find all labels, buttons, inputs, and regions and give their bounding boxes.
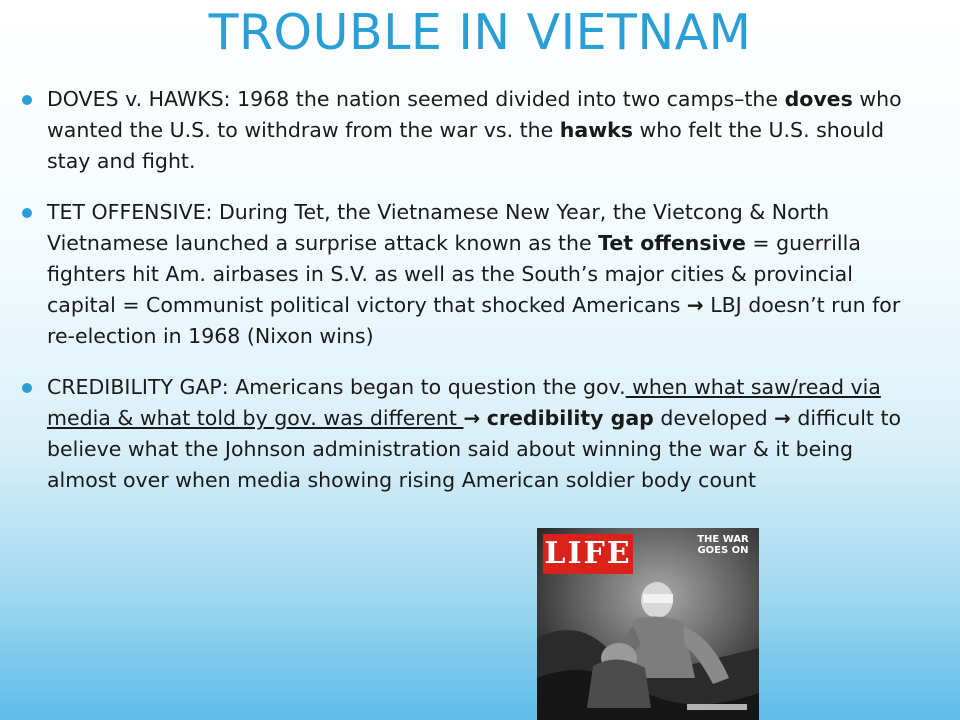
bullet-text: developed bbox=[653, 406, 775, 430]
life-magazine-cover bbox=[537, 528, 759, 720]
bullet-heading: TET OFFENSIVE: bbox=[47, 200, 213, 224]
bullet-bold-term: credibility gap bbox=[486, 406, 654, 430]
bullet-text: who wanted the U.S. to withdraw from the war vs. the bbox=[47, 87, 902, 142]
right-arrow-icon: → bbox=[463, 406, 481, 430]
cover-headline: THE WAR GOES ON bbox=[697, 534, 749, 556]
bullet-text: = guerrilla fighters hit Am. airbases in S.V. as well as the South’s major cities & provincial capital = Communist political victory that shocked Americans bbox=[47, 231, 861, 317]
bullet-text: who felt the U.S. should stay and fight. bbox=[47, 118, 885, 173]
bullet-doves-hawks bbox=[0, 84, 960, 177]
cover-logo: LIFE bbox=[543, 534, 633, 574]
bullet-bold-term: doves bbox=[784, 87, 853, 111]
bullet-text: 1968 the nation seemed divided into two camps–the bbox=[230, 87, 785, 111]
bullet-text: Americans began to question the gov. bbox=[228, 375, 626, 399]
slide-title: TROUBLE IN VIETNAM bbox=[208, 4, 752, 61]
bullet-bold-term: Tet offensive bbox=[598, 231, 746, 255]
bullet-text: difficult to believe what the Johnson administration said about winning the war & it being almost over when media showing rising American soldier body count bbox=[47, 406, 902, 492]
bullet-underlined-text: when what saw/read via media & what told by gov. was different bbox=[47, 375, 881, 430]
bullet-list bbox=[0, 84, 960, 516]
bullet-credibility-gap bbox=[0, 372, 960, 496]
bullet-dot-icon bbox=[22, 95, 32, 105]
bullet-heading: DOVES v. HAWKS: bbox=[47, 87, 231, 111]
bullet-text: LBJ doesn’t run for re-election in 1968 (Nixon wins) bbox=[47, 293, 901, 348]
bullet-bold-term: hawks bbox=[559, 118, 633, 142]
right-arrow-icon: → bbox=[774, 406, 791, 430]
bullet-text: During Tet, the Vietnamese New Year, the Vietcong & North Vietnamese launched a surprise attack known as the bbox=[47, 200, 830, 255]
bullet-heading: CREDIBILITY GAP: bbox=[47, 375, 229, 399]
bullet-tet-offensive bbox=[0, 197, 960, 352]
right-arrow-icon: → bbox=[686, 293, 704, 317]
bullet-dot-icon bbox=[22, 208, 32, 218]
bullet-dot-icon bbox=[22, 383, 32, 393]
